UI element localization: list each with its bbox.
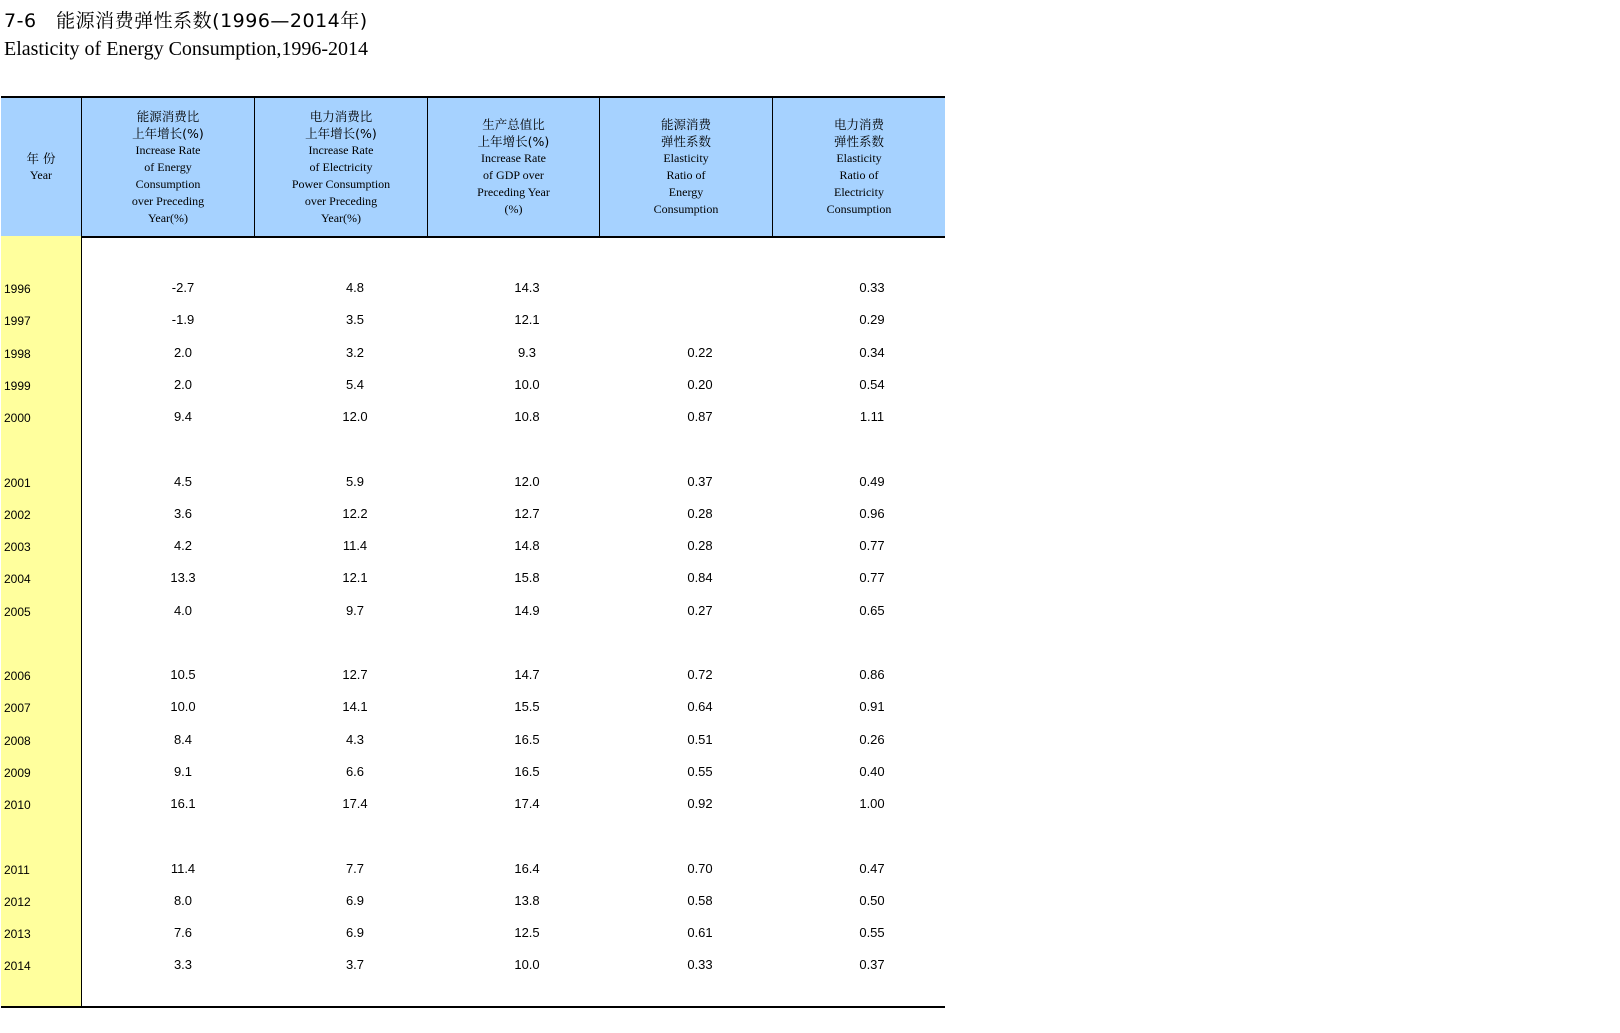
cell-gdp: 12.0: [514, 473, 540, 489]
cell-p-ratio: 0.40: [859, 763, 885, 779]
cell-power: 5.4: [345, 376, 365, 392]
row-year: 2004: [4, 572, 31, 587]
table-row: [0, 502, 944, 526]
cell-e-ratio: 0.61: [687, 925, 713, 941]
cell-power: 6.9: [345, 925, 365, 941]
cell-p-ratio: 0.91: [859, 699, 885, 715]
cell-energy: 3.3: [173, 957, 193, 973]
row-year: 2011: [4, 862, 30, 877]
cell-p-ratio: 0.96: [859, 505, 885, 521]
cell-e-ratio: 0.87: [687, 409, 713, 425]
cell-energy: 8.4: [173, 731, 193, 747]
row-year: 2009: [4, 765, 31, 780]
header-gdp-increase-en: Increase Rate of GDP over Preceding Year (%): [477, 151, 550, 216]
row-year: 1996: [4, 282, 31, 296]
table-row: [0, 953, 944, 977]
cell-power: 6.6: [345, 763, 365, 779]
header-gdp-increase: [427, 98, 599, 236]
cell-gdp: 14.8: [514, 538, 540, 554]
cell-energy: 4.5: [173, 473, 193, 489]
cell-p-ratio: 0.49: [859, 473, 885, 489]
row-year: 2007: [4, 701, 31, 716]
cell-e-ratio: 0.92: [687, 796, 713, 812]
cell-p-ratio: 1.00: [859, 796, 885, 812]
header-energy-increase: [81, 98, 254, 236]
table-row: [0, 308, 944, 332]
cell-e-ratio: 0.51: [687, 731, 713, 747]
cell-p-ratio: 0.77: [859, 538, 885, 554]
cell-p-ratio: 0.33: [859, 280, 885, 295]
cell-e-ratio: 0.72: [687, 667, 713, 682]
cell-e-ratio: 0.84: [687, 570, 713, 586]
cell-energy: 3.6: [173, 505, 193, 521]
row-year: 2013: [4, 927, 31, 942]
table-row: [0, 792, 944, 816]
table-row: [0, 599, 944, 623]
cell-power: 11.4: [342, 538, 368, 554]
row-year: 2002: [4, 507, 31, 522]
cell-energy: 4.0: [173, 602, 193, 618]
table-row: [0, 405, 944, 429]
table-row: [0, 373, 944, 397]
cell-power: 14.1: [342, 699, 368, 715]
row-year: 2000: [4, 411, 31, 426]
row-year: 2003: [4, 540, 31, 555]
cell-gdp: 17.4: [514, 796, 540, 812]
row-year: 2008: [4, 733, 31, 748]
cell-e-ratio: 0.20: [687, 376, 713, 392]
cell-p-ratio: 0.86: [859, 667, 885, 682]
cell-p-ratio: 0.65: [859, 602, 885, 618]
row-year: 1997: [4, 314, 31, 329]
header-gdp-increase-cn: 生产总值比 上年增长(%): [477, 117, 550, 149]
cell-power: 12.0: [342, 409, 368, 425]
cell-power: 12.1: [342, 570, 368, 586]
cell-energy: 10.5: [170, 667, 196, 682]
cell-energy: 8.0: [173, 892, 193, 908]
cell-energy: 13.3: [170, 570, 196, 586]
cell-p-ratio: 0.37: [859, 957, 885, 973]
cell-energy: 4.2: [173, 538, 193, 554]
row-year: 2006: [4, 669, 31, 683]
cell-gdp: 10.0: [514, 376, 540, 392]
cell-power: 4.8: [345, 280, 365, 295]
row-year: 2001: [4, 475, 31, 490]
cell-energy: 9.1: [173, 763, 193, 779]
cell-e-ratio: 0.22: [687, 344, 713, 360]
cell-gdp: 13.8: [514, 892, 540, 908]
cell-gdp: 14.7: [514, 667, 540, 682]
cell-gdp: 10.0: [514, 957, 540, 973]
header-power-increase-cn: 电力消费比 上年增长(%): [305, 108, 377, 141]
cell-energy: 16.1: [170, 796, 196, 812]
cell-gdp: 16.5: [514, 763, 540, 779]
cell-e-ratio: 0.37: [687, 473, 713, 489]
table-row: [0, 534, 944, 558]
cell-gdp: 15.5: [514, 699, 540, 715]
table-row: [0, 889, 944, 913]
cell-e-ratio: 0.70: [687, 860, 713, 876]
table-bottom-border: [1, 1006, 945, 1008]
header-power-elasticity: [772, 98, 945, 236]
row-year: 2005: [4, 604, 31, 619]
cell-p-ratio: 0.54: [859, 376, 885, 392]
cell-p-ratio: 0.26: [859, 731, 885, 747]
cell-power: 17.4: [342, 796, 368, 812]
header-energy-elasticity: [599, 98, 772, 236]
table-row: [0, 760, 944, 784]
row-year: 1998: [4, 346, 31, 361]
cell-gdp: 15.8: [514, 570, 540, 586]
header-power-elasticity-cn: 电力消费 弹性系数: [833, 117, 884, 149]
cell-power: 3.2: [345, 344, 365, 360]
cell-power: 3.5: [345, 312, 365, 328]
cell-gdp: 9.3: [517, 344, 537, 360]
row-year: 2010: [4, 798, 31, 813]
cell-energy: 2.0: [173, 344, 193, 360]
row-year: 2012: [4, 894, 31, 909]
cell-e-ratio: 0.64: [687, 699, 713, 715]
cell-p-ratio: 0.55: [859, 925, 885, 941]
cell-power: 7.7: [345, 860, 365, 876]
header-power-increase: [254, 98, 427, 236]
cell-p-ratio: 0.34: [859, 344, 885, 360]
cell-energy: 9.4: [173, 409, 193, 425]
cell-power: 5.9: [345, 473, 365, 489]
cell-gdp: 16.4: [514, 860, 540, 876]
cell-e-ratio: 0.28: [687, 505, 713, 521]
header-energy-increase-en: Increase Rate of Energy Consumption over Preceding Year(%): [131, 142, 205, 225]
cell-power: 12.2: [342, 505, 368, 521]
cell-energy: -1.9: [171, 312, 195, 328]
cell-power: 12.7: [342, 667, 368, 682]
cell-p-ratio: 0.77: [859, 570, 885, 586]
cell-gdp: 14.9: [514, 602, 540, 618]
cell-e-ratio: 0.28: [687, 538, 713, 554]
table-row: [0, 857, 944, 881]
cell-gdp: 10.8: [514, 409, 540, 425]
cell-energy: 11.4: [170, 860, 196, 876]
header-year-cn: 年 份: [26, 151, 56, 166]
cell-p-ratio: 1.11: [859, 409, 885, 425]
cell-power: 9.7: [345, 602, 365, 618]
cell-power: 6.9: [345, 892, 365, 908]
cell-p-ratio: 0.29: [859, 312, 885, 328]
table-row: [0, 663, 944, 687]
table-row: [0, 276, 944, 300]
cell-energy: 7.6: [173, 925, 193, 941]
table-header: [1, 96, 945, 238]
cell-gdp: 12.1: [514, 312, 540, 328]
header-energy-increase-cn: 能源消费比 上年增长(%): [132, 108, 204, 141]
table-title-cn: 7-6 能源消费弹性系数(1996—2014年): [4, 10, 368, 32]
table-row: [0, 921, 944, 945]
header-energy-elasticity-cn: 能源消费 弹性系数: [660, 117, 711, 149]
cell-gdp: 16.5: [514, 731, 540, 747]
cell-p-ratio: 0.50: [859, 892, 885, 908]
cell-e-ratio: 0.55: [687, 763, 713, 779]
table-row: [0, 470, 944, 494]
table-title-en: Elasticity of Energy Consumption,1996-2014: [4, 38, 369, 60]
cell-power: 4.3: [345, 731, 365, 747]
cell-gdp: 12.7: [514, 505, 540, 521]
header-power-elasticity-en: Elasticity Ratio of Electricity Consumption: [826, 151, 892, 216]
table-row: [0, 695, 944, 719]
cell-energy: 2.0: [173, 376, 193, 392]
row-year: 2014: [4, 959, 31, 974]
header-energy-elasticity-en: Elasticity Ratio of Energy Consumption: [653, 151, 719, 216]
table-row: [0, 728, 944, 752]
cell-power: 3.7: [345, 957, 365, 973]
cell-e-ratio: 0.58: [687, 892, 713, 908]
table-row: [0, 566, 944, 590]
cell-energy: -2.7: [171, 280, 195, 295]
cell-p-ratio: 0.47: [859, 860, 885, 876]
header-power-increase-en: Increase Rate of Electricity Power Consumption over Preceding Year(%): [291, 142, 391, 225]
cell-gdp: 14.3: [514, 280, 540, 295]
cell-energy: 10.0: [170, 699, 196, 715]
row-year: 1999: [4, 378, 31, 393]
header-year-en: Year: [29, 168, 53, 182]
cell-e-ratio: 0.33: [687, 957, 713, 973]
cell-e-ratio: 0.27: [687, 602, 713, 618]
header-year: [1, 98, 81, 236]
cell-gdp: 12.5: [514, 925, 540, 941]
table-row: [0, 341, 944, 365]
